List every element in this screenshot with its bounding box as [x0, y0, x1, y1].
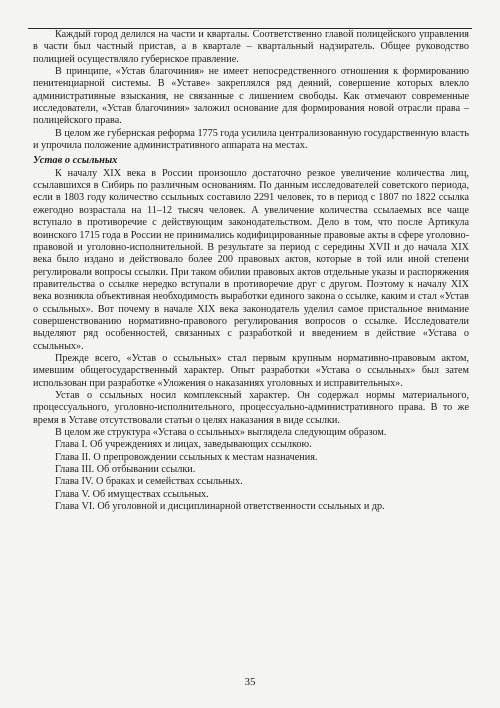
- section-heading: Устав о ссыльных: [33, 155, 118, 167]
- paragraph: В целом же губернская реформа 1775 года усилила централизованную государственную власть и упрочила положение административного аппарата на местах.: [33, 127, 469, 152]
- list-item: Глава IV. О браках и семействах ссыльных.: [55, 476, 243, 488]
- list-item: Глава II. О препровождении ссыльных к местам назначения.: [55, 451, 318, 463]
- page-number: 35: [244, 676, 256, 688]
- list-item: Глава III. Об отбывании ссылки.: [55, 464, 196, 476]
- paragraph: Каждый город делился на части и кварталы. Соответственно главой полицейского управления в части был частный пристав, а в квартале – квартальный надзиратель. Общее руководство полицией осуществляло губернское правление.: [33, 29, 469, 65]
- paragraph: В целом же структура «Устава о ссыльных» выглядела следующим образом.: [55, 427, 387, 438]
- list-item: Глава I. Об учреждениях и лицах, заведывающих ссылкою.: [55, 439, 312, 451]
- page-body: [33, 29, 469, 513]
- paragraph: В принципе, «Устав благочиния» не имеет непосредственного отношения к формированию пенитенциарной системы. В «Уставе» закреплялся ряд деяний, совершение которых влекло административные взыскания, не связанные с лишением свободы. Как отмечают современные исследователи, «Устав благочиния» заложил основание для формирования новой отрасли права – полицейского права.: [33, 66, 469, 127]
- chapter-list: [33, 439, 469, 513]
- paragraph: Устав о ссыльных носил комплексный характер. Он содержал нормы материального, процессуального, уголовно-исполнительного, процессуально-административного права. В то же время в Уставе отсутствовали статьи о целях наказания в виде ссылки.: [33, 389, 469, 426]
- paragraph: К началу XIX века в России произошло достаточно резкое увеличение количества лиц, ссылавшихся в Сибирь по различным основаниям. По данным исследователей советского периода, если в 1803 году количество ссыльных составило 2291 человек, то в период с 1807 по 1822 ссылка ежегодно возрастала на 11–12 тысяч человек. А увеличение количества ссылаемых все чаще вступало в противоречие с действующим законодательством. Дело в том, что после Артикула воинского 1715 года в России не принимались кодифицированные правовые акты в сфере уголовно-правовой и уголовно-исполнительной. В результате за период с середины XVII и до начала XIX века было издано и действовало более 200 правовых актов, которые в той или иной степени регулировали вопросы ссылки. При таком обилии правовых актов отдельные указы и распоряжения правительства о ссылке нередко вступали в противоречие друг с другом. Поэтому к началу XIX века возникла объективная необходимость выработки единого закона о ссылке, каким и стал «Устав о ссыльных». Вот почему в начале XIX века законодатель уделил самое пристальное внимание совершенствованию нормативно-правового регулирования вопросов о ссылке. Исследователи выделяют ряд особенностей, связанных с разработкой и введением в действие «Устава о ссыльных».: [33, 167, 469, 352]
- paragraph: Прежде всего, «Устав о ссыльных» стал первым крупным нормативно-правовым актом, имевшим общегосударственный характер. Опыт разработки «Устава о ссыльных» был затем использован при разработке «Уложения о наказаниях уголовных и исправительных».: [33, 352, 469, 389]
- list-item: Глава V. Об имуществах ссыльных.: [55, 488, 209, 500]
- list-item: Глава VI. Об уголовной и дисциплинарной ответственности ссыльных и др.: [55, 501, 385, 513]
